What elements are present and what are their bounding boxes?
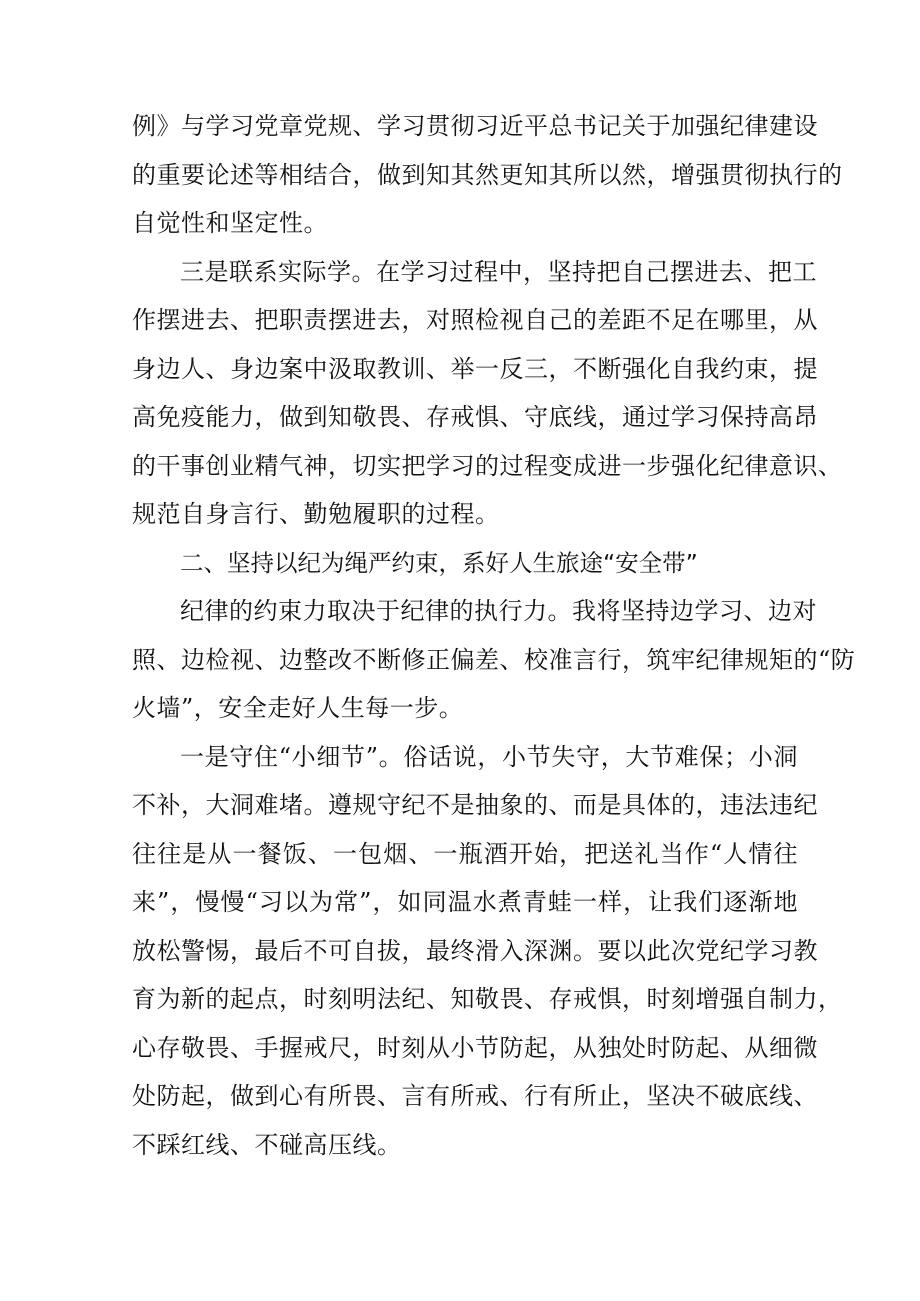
text-line: 一是守住“小细节”。俗话说，小节失守，大节难保；小洞 <box>180 742 798 771</box>
section-heading-text: 二、坚持以纪为绳严约束，系好人生旅途“安全带” <box>180 548 698 577</box>
paragraph-practical-study <box>132 248 843 539</box>
text-line: 处防起，做到心有所畏、言有所戒、行有所止，坚决不破底线、 <box>132 1082 818 1110</box>
text-line: 心存敬畏、手握戒尺，时刻从小节防起，从独处时防起、从细微 <box>132 1033 818 1062</box>
text-line: 的干事创业精气神，切实把学习的过程变成进一步强化纪律意识、 <box>132 451 843 480</box>
text-line: 不补，大洞难堵。遵规守纪不是抽象的、而是具体的，违法违纪 <box>132 791 818 819</box>
text-line: 来”，慢慢“习以为常”，如同温水煮青蛙一样，让我们逐渐地 <box>132 888 798 916</box>
paragraph-discipline-enforcement <box>132 587 856 733</box>
text-line: 纪律的约束力取决于纪律的执行力。我将坚持边学习、边对 <box>180 597 817 625</box>
paragraph-study-combination <box>132 102 843 248</box>
text-line: 作摆进去、把职责摆进去，对照检视自己的差距不足在哪里，从 <box>132 306 818 334</box>
paragraph-small-details <box>132 733 843 1170</box>
text-line: 三是联系实际学。在学习过程中，坚持把自己摆进去、把工 <box>180 257 817 286</box>
text-line: 的重要论述等相结合，做到知其然更知其所以然，增强贯彻执行的 <box>132 160 843 189</box>
text-line: 不踩红线、不碰高压线。 <box>132 1130 402 1159</box>
text-line: 高免疫能力，做到知敬畏、存戒惧、守底线，通过学习保持高昂 <box>132 403 818 431</box>
text-line: 育为新的起点，时刻明法纪、知敬畏、存戒惧，时刻增强自制力， <box>132 985 843 1013</box>
text-line: 例》与学习党章党规、学习贯彻习近平总书记关于加强纪律建设 <box>132 112 818 140</box>
section-heading <box>132 539 798 588</box>
text-line: 放松警惕，最后不可自拔，最终滑入深渊。要以此次党纪学习教 <box>132 936 818 965</box>
text-line: 火墙”，安全走好人生每一步。 <box>132 694 464 722</box>
text-line: 规范自身言行、勤勉履职的过程。 <box>132 500 500 528</box>
text-line: 往往是从一餐饭、一包烟、一瓶酒开始，把送礼当作“人情往 <box>132 839 798 868</box>
text-line: 照、边检视、边整改不断修正偏差、校准言行，筑牢纪律规矩的“防 <box>132 645 856 674</box>
text-line: 身边人、身边案中汲取教训、举一反三，不断强化自我约束，提 <box>132 354 818 383</box>
text-line: 自觉性和坚定性。 <box>132 209 328 237</box>
